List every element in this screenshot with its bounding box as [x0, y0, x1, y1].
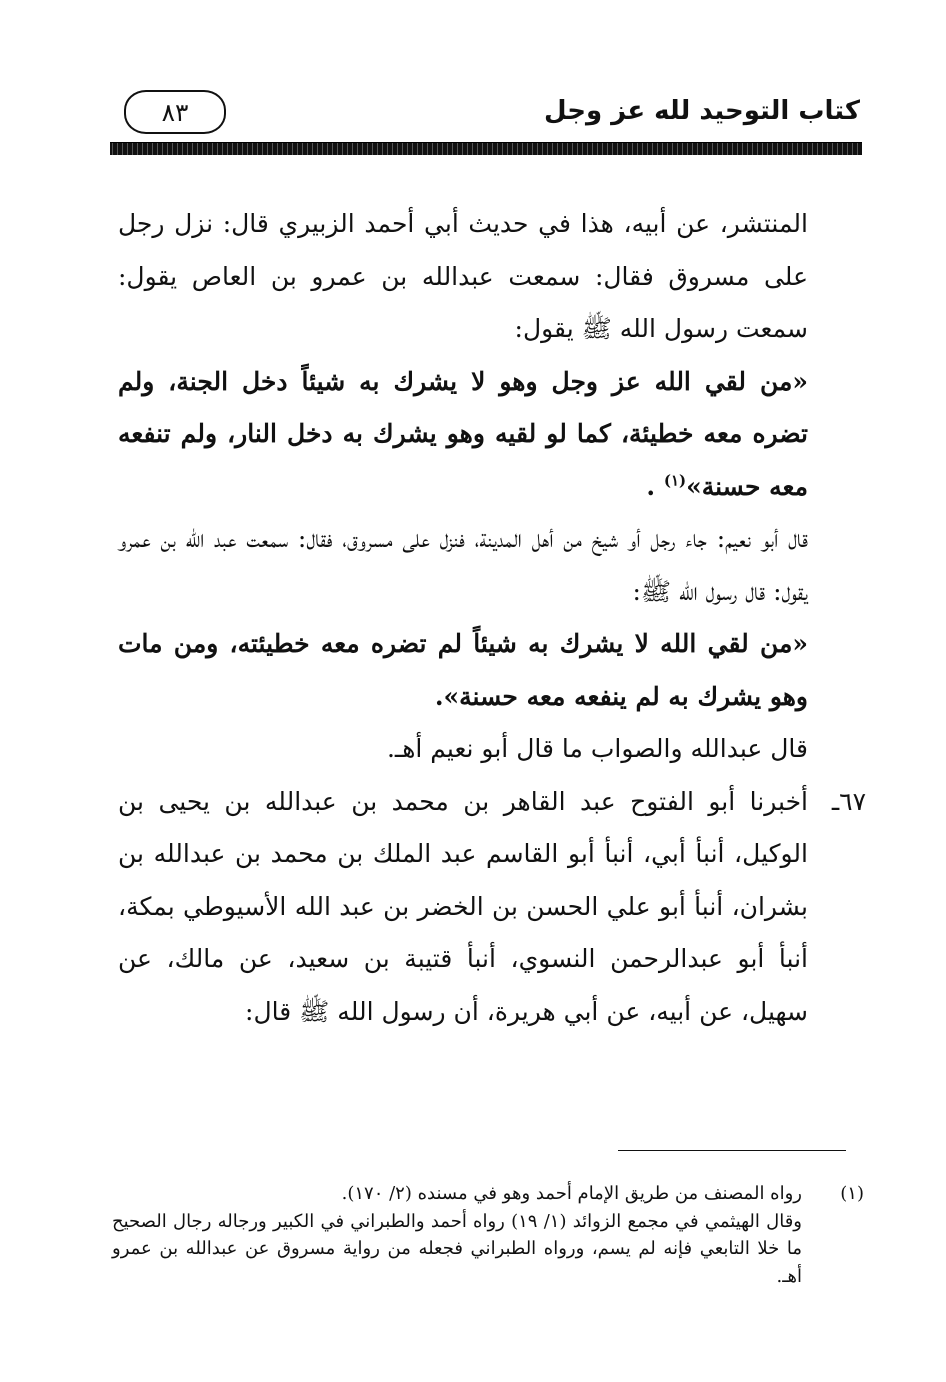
book-title: كتاب التوحيد لله عز وجل [544, 96, 860, 126]
page-header [110, 90, 860, 136]
paragraph-isnad-1: المنتشر، عن أبيه، هذا في حديث أبي أحمد الزبيري قال: نزل رجل على مسروق فقال: سمعت عبدالله بن عمرو بن العاص يقول: سمعت رسول الله ﷺ يقول: [118, 209, 808, 343]
main-text [118, 198, 866, 1038]
paragraph-abu-nuaym: قال أبو نعيم: جاء رجل أو شيخ من أهل المدينة، فنزل على مسروق، فقال: سمعت عبد الله بن عمرو يقول: قال رسول الله ﷺ: [118, 524, 808, 606]
entry-number: ٦٧ـ [831, 786, 866, 816]
header-rule [110, 143, 862, 155]
footnote-number: (١) [840, 1183, 864, 1204]
paragraph-isnad-67: أخبرنا أبو الفتوح عبد القاهر بن محمد بن عبدالله بن يحيى بن الوكيل، أنبأ أبي، أنبأ أبو القاسم عبد الملك بن محمد بن عبدالله بن بشران، أنبأ أبو علي الحسن بن الخضر بن عبد الله الأسيوطي بمكة، أنبأ أبو عبدالرحمن النسوي، أنبأ قتيبة بن سعيد، عن مالك، عن سهيل، عن أبيه، عن أبي هريرة، أن رسول الله ﷺ قال: [118, 786, 808, 1026]
hadith-1-period: . [646, 471, 656, 501]
hadith-text-2: «من لقي الله لا يشرك به شيئاً لم تضره معه خطيئته، ومن مات وهو يشرك به لم ينفعه معه حسنة». [118, 629, 808, 711]
hadith-1-content: «من لقي الله عز وجل وهو لا يشرك به شيئاً دخل الجنة، ولم تضره معه خطيئة، كما لو لقيه وهو يشرك به دخل النار، ولم تنفعه معه حسنة» [118, 366, 808, 501]
footnotes [112, 1180, 864, 1290]
footnote-1-continuation: وقال الهيثمي في مجمع الزوائد (١/ ١٩) رواه أحمد والطبراني في الكبير ورجاله رجال الصحيح ما خلا التابعي فإنه لم يسم، ورواه الطبراني فجعله من رواية مسروق عن عبدالله بن عمرو أهـ. [112, 1210, 803, 1287]
paragraph-comment: قال عبدالله والصواب ما قال أبو نعيم أهـ. [386, 734, 808, 763]
footnote-reference-1: (١) [663, 471, 687, 490]
entry-67 [118, 776, 866, 1039]
hadith-text-1 [118, 356, 808, 514]
footnote-1 [112, 1180, 864, 1290]
footnote-separator [618, 1150, 846, 1151]
page-number: ٨٣ [124, 90, 226, 134]
footnote-1-line-1: رواه المصنف من طريق الإمام أحمد وهو في مسنده (٢/ ١٧٠). [341, 1183, 802, 1204]
